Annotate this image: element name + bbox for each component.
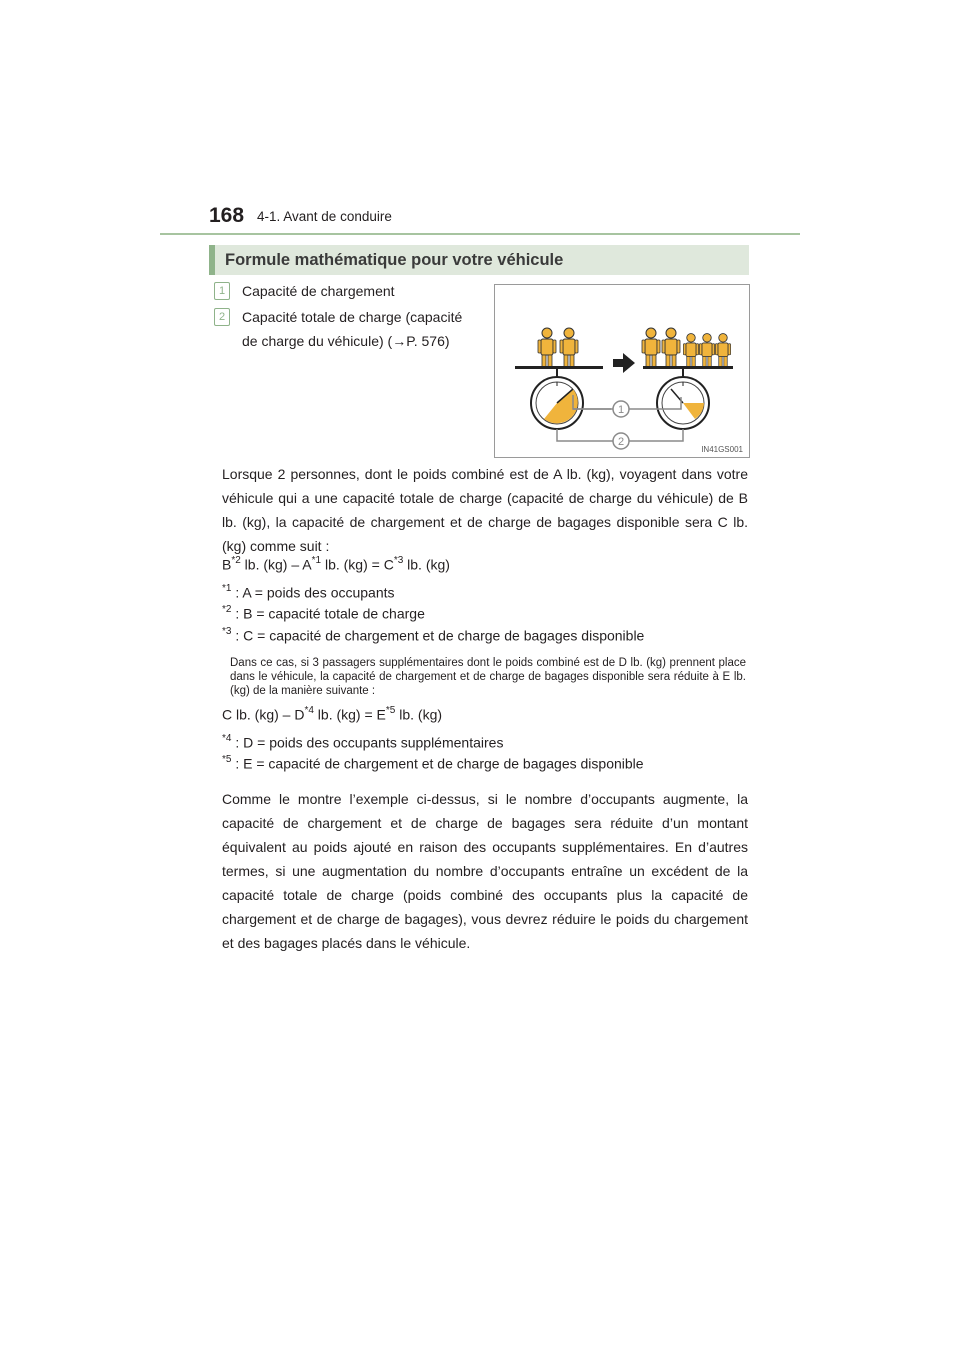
person-icon — [642, 328, 660, 367]
formula-2: C lb. $(kg) - D^{*4}$ lb. $(kg) = E^{*5}$ lb. (kg) — [222, 705, 443, 723]
legend-text: Capacité totale de charge (capacité de charge du véhicule) (→P. 576) — [242, 309, 463, 349]
footnote-2: $^{*2}$ : B = capacité totale de charge — [222, 604, 425, 622]
conclusion-paragraph: Comme le montre l’exemple ci-dessus, si le nombre d’occupants augmente, la capacité de chargement et de charge de bagages sera réduite d’un montant équivalent au poids ajouté en raison des occupants supplémentaires. En d’autres termes, si une augmentation du nombre d’occupants entraîne un excédent de la capacité totale de charge (poids combiné des occupants plus la capacité de chargement et de charge de bagages), vous devrez réduire le poids du chargement et des bagages placés dans le véhicule. — [222, 791, 748, 951]
header-rule — [160, 233, 800, 235]
chapter-title: 4-1. Avant de conduire — [257, 209, 392, 224]
intro-paragraph: Lorsque 2 personnes, dont le poids combiné est de A lb. (kg), voyagent dans votre véhicule qui a une capacité totale de charge (capacité de charge du véhicule) de B lb. (kg), la capacité de chargement et de charge de bagages disponible sera C lb. (kg) comme suit : — [222, 466, 748, 554]
legend-text: Capacité de chargement — [242, 283, 395, 299]
small-note: Dans ce cas, si 3 passagers supplémentaires dont le poids combiné est de D lb. (kg) prennent place dans le véhicule, la capacité de chargement et de charge de bagages disponible sera réduite à E lb. (kg) de la manière suivante : — [230, 657, 746, 697]
legend-number: 2 — [214, 308, 230, 326]
section-title: Formule mathématique pour votre véhicule — [225, 251, 564, 269]
person-icon — [699, 334, 714, 367]
load-capacity-illustration — [494, 284, 750, 458]
page-number: 168 — [209, 204, 245, 227]
callout-2-label: 2 — [617, 436, 625, 448]
callout-1-label: 1 — [617, 404, 625, 416]
footnote-5: $^{*5}$ : E = capacité de chargement et de charge de bagages disponible — [222, 754, 644, 772]
legend-number: 1 — [214, 282, 230, 300]
person-icon — [538, 328, 556, 367]
person-icon — [662, 328, 680, 367]
person-icon — [683, 334, 698, 367]
formula-1: $B^{*2}$ lb. $(kg) - A^{*1}$ lb. $(kg) = C^{*3}$ lb. (kg) — [222, 555, 450, 573]
figure-code: IN41GS001 — [701, 445, 743, 454]
footnote-1: $^{*1}$ : A = poids des occupants — [222, 583, 395, 601]
person-icon — [560, 328, 578, 367]
footnote-3: $^{*3}$ : C = capacité de chargement et de charge de bagages disponible — [222, 626, 645, 644]
section-heading — [209, 245, 749, 275]
person-icon — [715, 334, 730, 367]
illustration-drawing — [495, 285, 751, 459]
footnote-4: $^{*4}$ : D = poids des occupants supplémentaires — [222, 733, 504, 751]
arrow-right-icon — [613, 353, 635, 373]
